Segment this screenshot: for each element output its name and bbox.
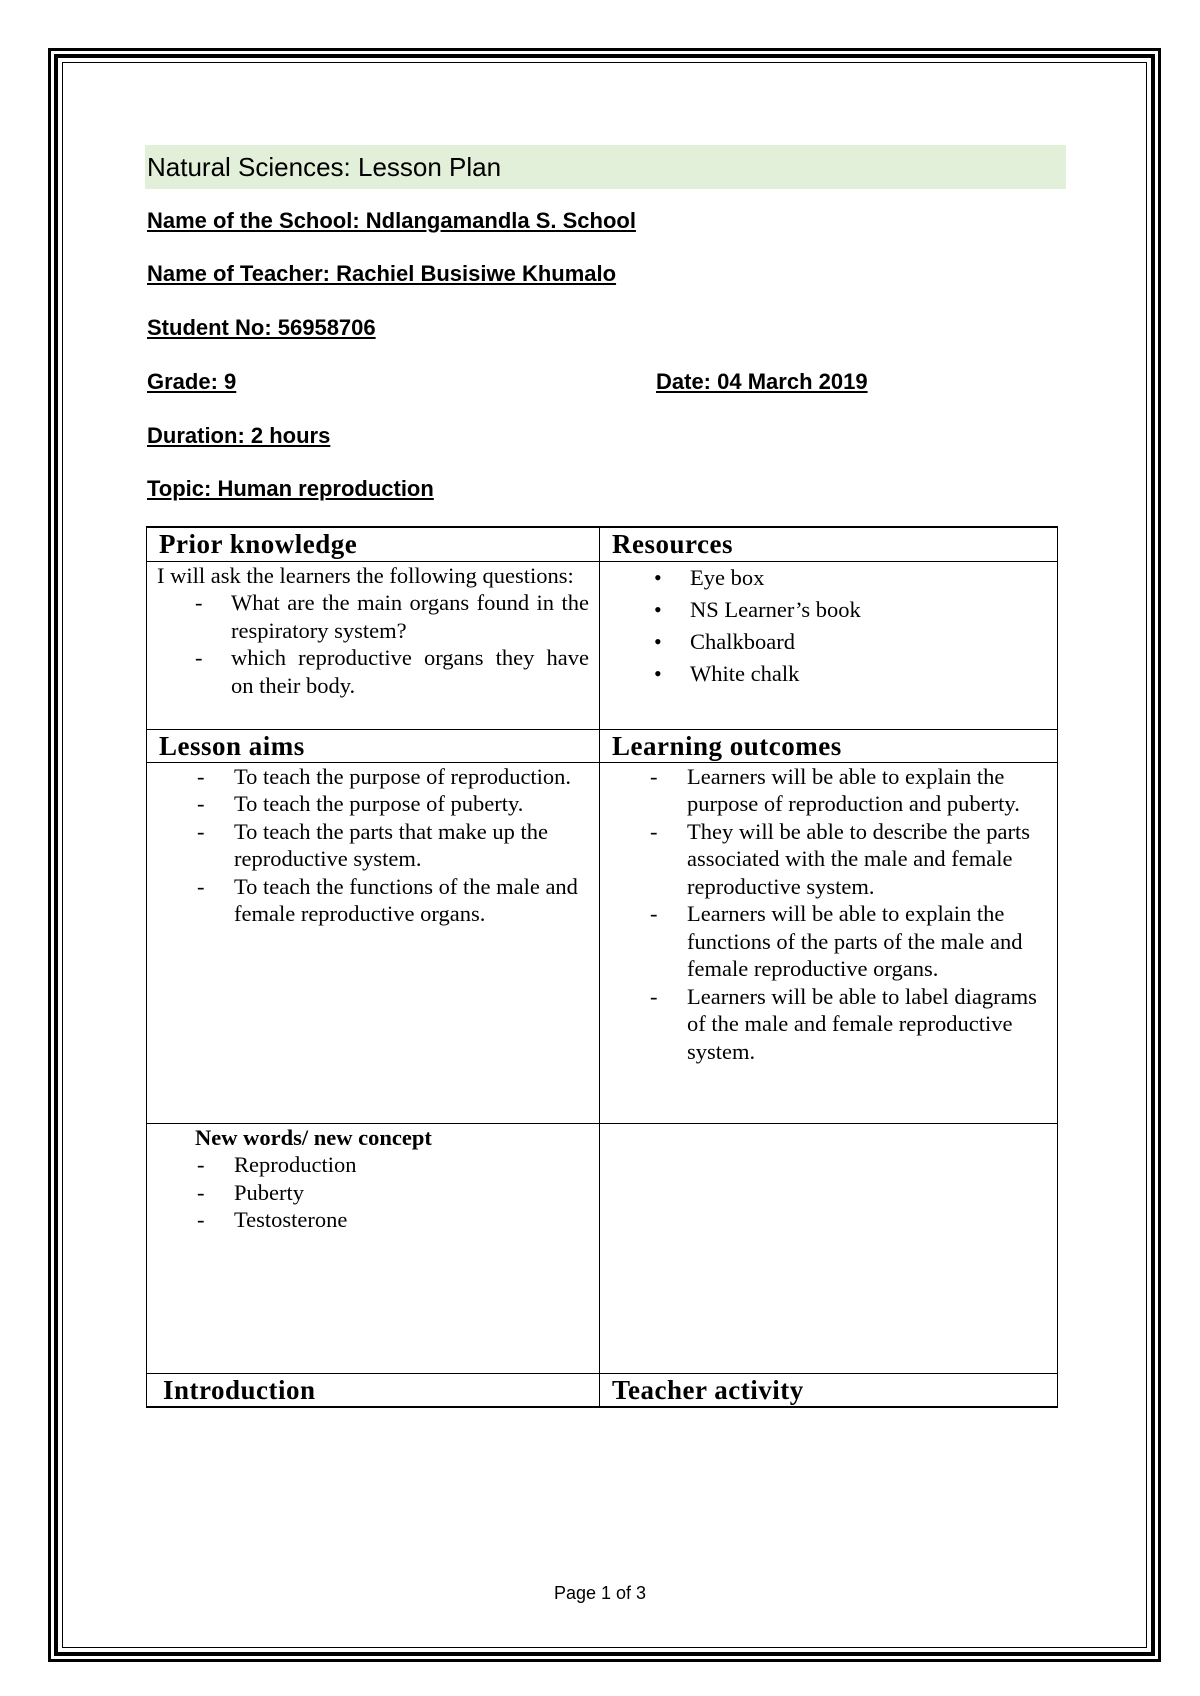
page-number: Page 1 of 3 <box>553 1583 647 1603</box>
school-name: Name of the School: Ndlangamandla S. School <box>147 208 636 233</box>
list-item: • Eye box <box>610 564 1047 592</box>
list-item: - Reproduction <box>157 1151 589 1179</box>
list-item: - Learners will be able to explain the functions of the parts of the male and female reproductive organs. <box>610 900 1047 983</box>
prior-knowledge-list <box>157 589 589 699</box>
list-item: - What are the main organs found in the respiratory system? <box>157 589 589 644</box>
teacher-name: Name of Teacher: Rachiel Busisiwe Khumalo <box>147 261 617 286</box>
table-row <box>147 1123 1058 1373</box>
list-item: - To teach the parts that make up the reproductive system. <box>157 818 589 873</box>
student-number: Student No: 56958706 <box>147 315 376 340</box>
lesson-date: Date: 04 March 2019 <box>656 369 868 394</box>
lesson-plan-table <box>146 526 1058 1408</box>
list-item: - They will be able to describe the parts associated with the male and female reproductive system. <box>610 818 1047 901</box>
new-words-list <box>157 1151 589 1234</box>
list-item: - Learners will be able to label diagrams of the male and female reproductive system. <box>610 983 1047 1066</box>
learning-outcomes-heading: Learning outcomes <box>600 729 1058 762</box>
table-row <box>147 762 1058 1123</box>
learning-outcomes-cell <box>600 762 1058 1123</box>
lesson-aims-list <box>157 763 589 928</box>
new-words-cell <box>147 1123 600 1373</box>
resources-heading: Resources <box>600 527 1058 561</box>
duration: Duration: 2 hours <box>147 423 331 448</box>
resources-cell <box>600 561 1058 729</box>
grade: Grade: 9 <box>147 369 237 394</box>
list-item: - Puberty <box>157 1179 589 1207</box>
prior-knowledge-heading: Prior knowledge <box>147 527 600 561</box>
list-item: - Testosterone <box>157 1206 589 1234</box>
lesson-aims-heading: Lesson aims <box>147 729 600 762</box>
list-item: • White chalk <box>610 660 1047 688</box>
resources-list <box>610 564 1047 688</box>
prior-knowledge-cell <box>147 561 600 729</box>
introduction-heading: Introduction <box>147 1373 600 1407</box>
list-item: - To teach the functions of the male and female reproductive organs. <box>157 873 589 928</box>
teacher-activity-heading: Teacher activity <box>600 1373 1058 1407</box>
learning-outcomes-list <box>610 763 1047 1066</box>
new-words-heading: New words/ new concept <box>195 1124 432 1150</box>
list-item: - which reproductive organs they have on their body. <box>157 644 589 699</box>
list-item: - Learners will be able to explain the purpose of reproduction and puberty. <box>610 763 1047 818</box>
document-title: Natural Sciences: Lesson Plan <box>145 145 1066 189</box>
table-row <box>147 561 1058 729</box>
lesson-aims-cell <box>147 762 600 1123</box>
topic: Topic: Human reproduction <box>147 476 434 501</box>
table-row <box>147 527 1058 561</box>
list-item: - To teach the purpose of reproduction. <box>157 763 589 791</box>
list-item: - To teach the purpose of puberty. <box>157 790 589 818</box>
table-row <box>147 1373 1058 1407</box>
table-row <box>147 729 1058 762</box>
prior-knowledge-intro: I will ask the learners the following questions: <box>157 562 574 588</box>
list-item: • Chalkboard <box>610 628 1047 656</box>
list-item: • NS Learner’s book <box>610 596 1047 624</box>
empty-cell <box>600 1123 1058 1373</box>
